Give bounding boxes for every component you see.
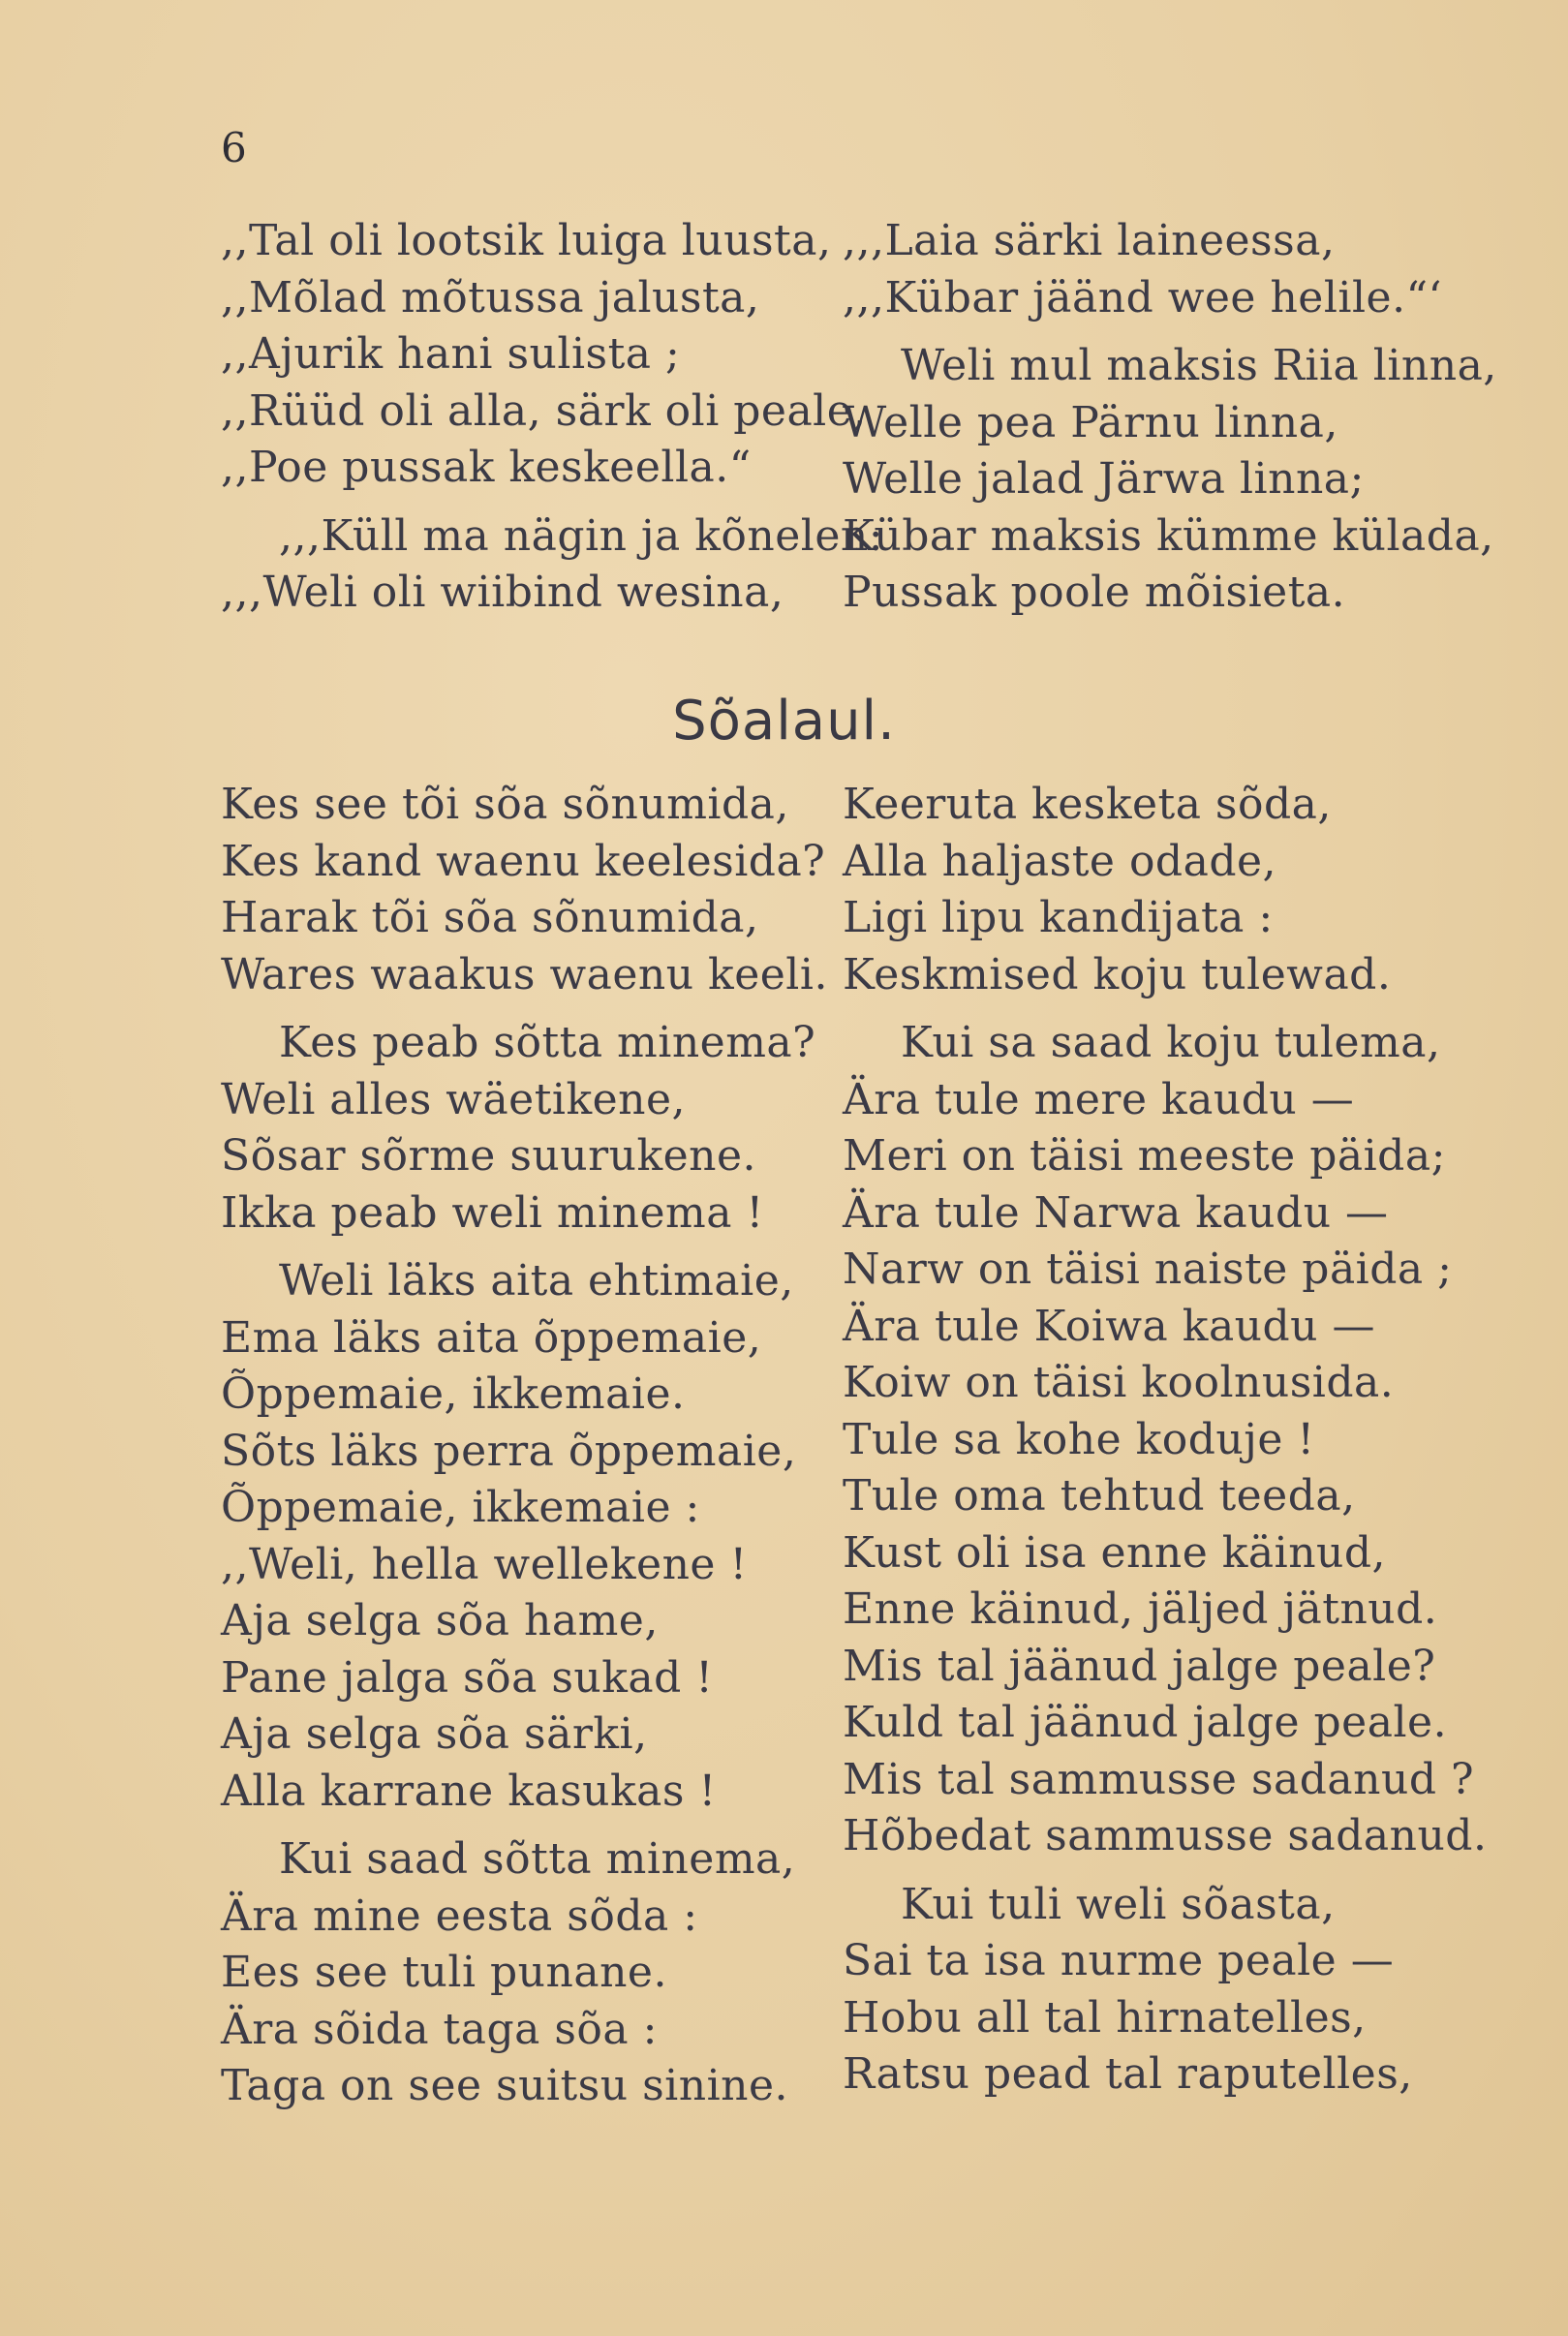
- stanza-gap: [221, 1820, 828, 1831]
- verse-line: Keeruta kesketa sõda,: [843, 780, 1332, 829]
- poem-title: Sõalaul.: [672, 690, 896, 753]
- verse-line: Ratsu pead tal raputelles,: [843, 2049, 1413, 2099]
- verse-line: Kes see tõi sõa sõnumida,: [221, 780, 789, 829]
- verse-line: Mis tal jäänud jalge peale?: [843, 1641, 1436, 1691]
- verse-line: ,,Rüüd oli alla, särk oli peale,: [221, 385, 867, 436]
- verse-line: Õppemaie, ikkemaie.: [221, 1369, 686, 1419]
- poem-column-bottom-right: [843, 777, 1487, 2104]
- verse-line: ,,Weli, hella wellekene !: [221, 1539, 748, 1589]
- verse-line: ,,,Weli oli wiibind wesina,: [221, 568, 784, 617]
- verse-line: Kust oli isa enne käinud,: [843, 1527, 1387, 1578]
- verse-line: ,,,Kübar jäänd wee helile.“‘: [843, 272, 1443, 323]
- verse-line: Sõts läks perra õppemaie,: [221, 1426, 797, 1476]
- verse-line: Pane jalga sõa sukad !: [221, 1652, 714, 1703]
- verse-line: Ära mine eesta sõda :: [221, 1890, 698, 1941]
- verse-line: Ära sõida taga sõa :: [221, 2004, 658, 2054]
- verse-line: Alla karrane kasukas !: [221, 1766, 717, 1816]
- verse-line: Hõbedat sammusse sadanud.: [843, 1811, 1488, 1860]
- stanza-gap: [843, 1865, 1487, 1877]
- verse-line: Kübar maksis kümme külada,: [843, 510, 1494, 561]
- verse-line: Weli läks aita ehtimaie,: [279, 1256, 794, 1306]
- verse-line: Kes peab sõtta minema?: [279, 1018, 816, 1067]
- stanza-gap: [843, 1003, 1487, 1015]
- verse-line: ,,Tal oli lootsik luiga luusta,: [221, 216, 832, 265]
- page-number: 6: [221, 124, 247, 171]
- verse-line: ,,Mõlad mõtussa jalusta,: [221, 272, 760, 323]
- verse-line: Ära tule mere kaudu —: [843, 1074, 1355, 1124]
- verse-line: Kuld tal jäänud jalge peale.: [843, 1698, 1448, 1747]
- poem-column-top-left: [221, 213, 883, 622]
- verse-line: Tule sa kohe koduje !: [843, 1414, 1315, 1464]
- verse-line: Welle pea Pärnu linna,: [843, 397, 1338, 447]
- verse-line: Aja selga sõa hame,: [221, 1596, 659, 1645]
- verse-line: Welle jalad Järwa linna;: [843, 454, 1365, 504]
- verse-line: Kui saad sõtta minema,: [279, 1834, 796, 1884]
- stanza-gap: [221, 1003, 828, 1015]
- verse-line: ,,Poe pussak keskeella.“: [221, 443, 752, 492]
- verse-line: Ees see tuli punane.: [221, 1948, 667, 1997]
- verse-line: Ära tule Koiwa kaudu —: [843, 1301, 1375, 1351]
- stanza-gap: [221, 1242, 828, 1253]
- verse-line: Weli alles wäetikene,: [221, 1074, 687, 1124]
- verse-line: Aja selga sõa särki,: [221, 1709, 648, 1759]
- verse-line: Pussak poole mõisieta.: [843, 568, 1346, 617]
- verse-line: Enne käinud, jäljed jätnud.: [843, 1584, 1438, 1634]
- verse-line: Ligi lipu kandijata :: [843, 893, 1274, 942]
- stanza-gap: [843, 326, 1497, 338]
- verse-line: Mis tal sammusse sadanud ?: [843, 1754, 1475, 1804]
- verse-line: Sai ta isa nurme peale —: [843, 1936, 1395, 1985]
- poem-column-bottom-left: [221, 777, 828, 2115]
- verse-line: ,,Ajurik hani sulista ;: [221, 329, 681, 379]
- verse-line: Keskmised koju tulewad.: [843, 949, 1392, 999]
- verse-line: Ema läks aita õppemaie,: [221, 1312, 762, 1363]
- verse-line: Narw on täisi naiste päida ;: [843, 1245, 1453, 1294]
- verse-line: Alla haljaste odade,: [843, 836, 1277, 886]
- verse-line: ,,,Küll ma nägin ja kõnelen:: [279, 510, 884, 561]
- verse-line: Taga on see suitsu sinine.: [221, 2061, 789, 2110]
- verse-line: Wares waakus waenu keeli.: [221, 949, 828, 999]
- verse-line: Kes kand waenu keelesida?: [221, 836, 826, 886]
- stanza-gap: [221, 497, 883, 508]
- poem-column-top-right: [843, 213, 1497, 622]
- verse-line: Meri on täisi meeste päida;: [843, 1131, 1446, 1181]
- verse-line: Weli mul maksis Riia linna,: [901, 341, 1497, 390]
- verse-line: Sõsar sõrme suurukene.: [221, 1131, 757, 1181]
- verse-line: Õppemaie, ikkemaie :: [221, 1483, 700, 1532]
- verse-line: Harak tõi sõa sõnumida,: [221, 893, 759, 942]
- verse-line: Koiw on täisi koolnusida.: [843, 1358, 1395, 1407]
- verse-line: Tule oma tehtud teeda,: [843, 1471, 1356, 1521]
- verse-line: ,,,Laia särki laineessa,: [843, 216, 1336, 265]
- verse-line: Kui tuli weli sõasta,: [901, 1879, 1336, 1929]
- verse-line: Ära tule Narwa kaudu —: [843, 1187, 1389, 1238]
- verse-line: Hobu all tal hirnatelles,: [843, 1992, 1367, 2043]
- verse-line: Ikka peab weli minema !: [221, 1187, 764, 1238]
- verse-line: Kui sa saad koju tulema,: [901, 1018, 1441, 1067]
